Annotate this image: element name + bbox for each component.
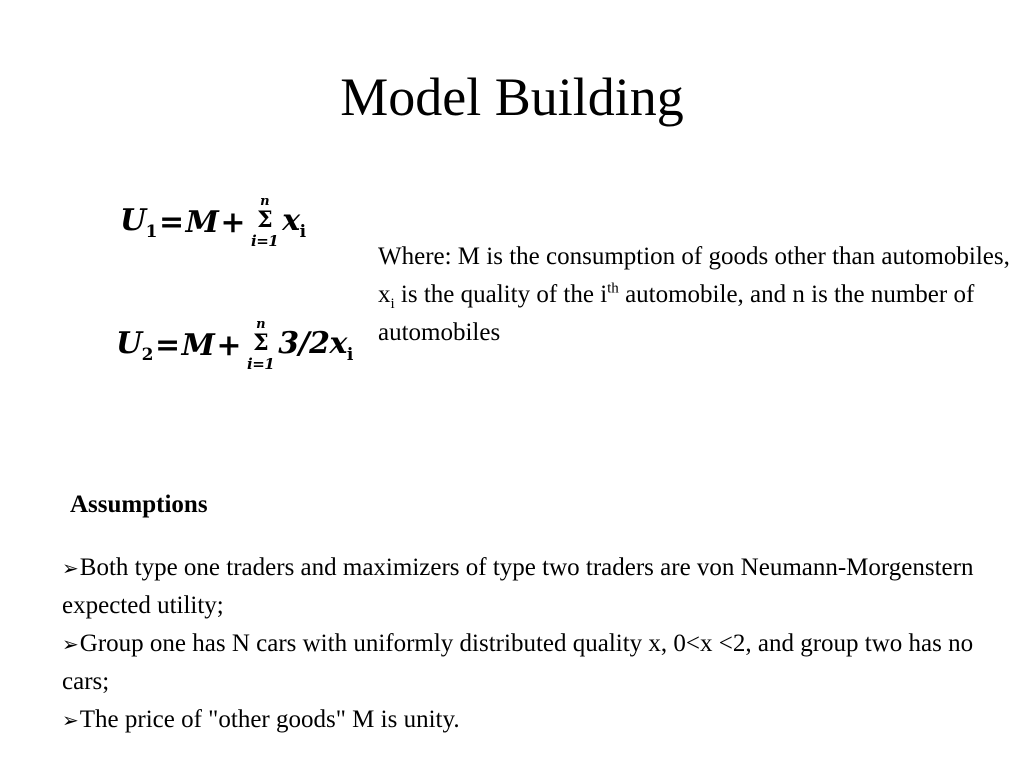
list-item: ➢Group one has N cars with uniformly distributed quality x, 0<x <2, and group two has no cars; <box>62 630 974 695</box>
slide-title: Model Building <box>340 67 684 127</box>
arrow-bullet-icon: ➢ <box>62 708 79 732</box>
utility-formula-1 <box>120 195 306 249</box>
formula-term-m: M <box>185 204 219 240</box>
subscript-i: i <box>390 296 395 312</box>
summation <box>251 195 278 249</box>
assumptions-heading: Assumptions <box>70 491 208 518</box>
sum-upper-limit: n <box>256 317 266 332</box>
plus-sign: + <box>216 327 242 363</box>
list-item: ➢Both type one traders and maximizers of type two traders are von Neumann-Morgenstern expected utility; <box>62 554 974 619</box>
formula-term-m: M <box>181 327 215 363</box>
sigma-icon: Σ <box>253 330 269 356</box>
assumptions-list <box>62 549 1002 739</box>
sum-lower-limit: i=1 <box>251 232 279 250</box>
list-item: ➢The price of "other goods" M is unity. <box>62 706 460 733</box>
summand: $3/2x_i$ <box>278 325 353 365</box>
equals-sign: = <box>159 204 184 240</box>
summation <box>247 318 274 372</box>
where-definition: Where: M is the consumption of goods other than automobiles, $x_i$ is the quality of the $i^{th}$ automobile, and n is the number of automobiles <box>378 243 1010 346</box>
equals-sign: = <box>155 327 180 363</box>
sigma-icon: Σ <box>257 207 273 233</box>
plus-sign: + <box>220 204 246 240</box>
summand: $x_i$ <box>282 202 306 242</box>
formula-lhs: $U_2$ <box>116 325 154 365</box>
superscript-th: th <box>607 280 619 297</box>
arrow-bullet-icon: ➢ <box>62 556 79 580</box>
sum-lower-limit: i=1 <box>247 355 275 373</box>
utility-formula-2 <box>116 318 353 372</box>
sum-upper-limit: n <box>260 194 270 209</box>
arrow-bullet-icon: ➢ <box>62 632 79 656</box>
formula-lhs: $U_1$ <box>120 202 158 242</box>
